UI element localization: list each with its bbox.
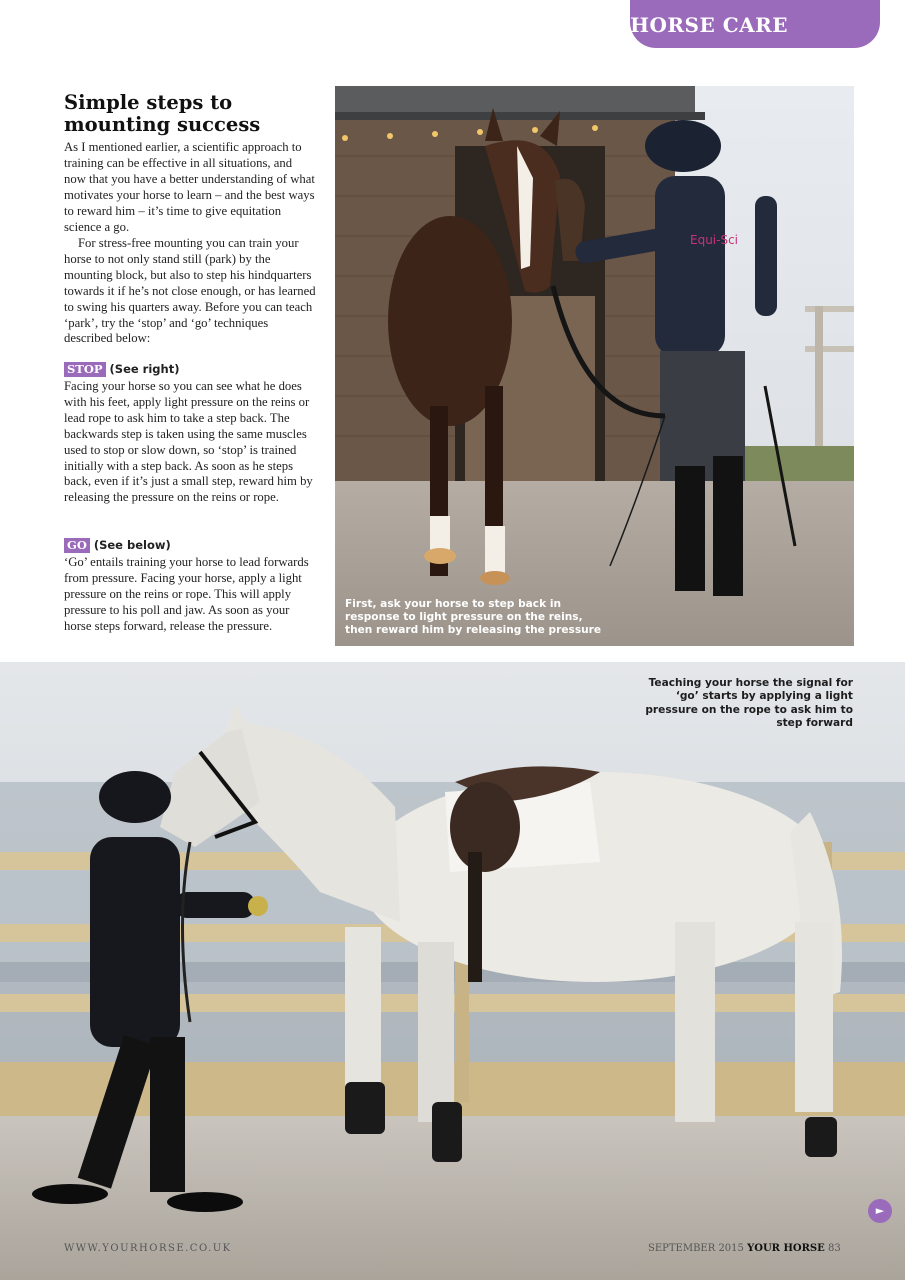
photo-stop-exercise: [335, 86, 854, 646]
footer-url[interactable]: WWW.YOURHORSE.CO.UK: [64, 1243, 232, 1254]
footer-magazine: YOUR HORSE: [747, 1243, 825, 1254]
footer-page-number: 83: [827, 1243, 841, 1254]
footer-folio: [648, 1243, 841, 1254]
caption-bottom-photo: Teaching your horse the signal for ‘go’ starts by applying a light pressure on the rope to ask him to step forward: [645, 677, 853, 730]
go-subheading: [64, 537, 171, 553]
footer-issue: SEPTEMBER 2015: [648, 1243, 744, 1254]
go-badge: GO: [64, 538, 90, 553]
arrow-right-icon[interactable]: ►: [868, 1199, 892, 1223]
section-tab-label: HORSE CARE: [630, 13, 788, 37]
stop-paragraph: Facing your horse so you can see what he does with his feet, apply light pressure on the reins or lead rope to ask him to take a step back. The backwards step is taken using the same muscles used to stop or slow down, so ‘stop’ is trained initially with a step back. As soon as he steps back, even if it’s just a small step, reward him by releasing the pressure on the reins or rope.: [64, 379, 313, 505]
stop-badge: STOP: [64, 362, 106, 377]
caption-top-photo: First, ask your horse to step back in response to light pressure on the reins, then reward him by releasing the pressure: [345, 598, 602, 636]
intro-paragraph-1: As I mentioned earlier, a scientific approach to training can be effective in all situations, and now that you have a better understanding of what motivates your horse to learn – and the best ways to reward him – it’s time to give equitation science a go.: [64, 140, 315, 234]
section-tab: [630, 0, 880, 48]
stop-subheading: [64, 361, 179, 377]
stable-scene: [335, 86, 854, 646]
intro-paragraph-2: For stress-free mounting you can train your horse to not only stand still (park) by the mounting block, but also to step his hindquarters towards it if he’s not close enough, or has learned to swing his quarters away. Before you can teach ‘park’, try the ‘stop’ and ‘go’ techniques described below:: [64, 236, 316, 346]
go-note: (See below): [93, 538, 171, 552]
go-paragraph: ‘Go’ entails training your horse to lead forwards from pressure. Facing your horse, apply a light pressure on the reins or rope. This will apply pressure to his poll and jaw. As soon as your horse steps forward, release the pressure.: [64, 555, 309, 633]
photo-go-exercise: [0, 662, 905, 1280]
article-heading: Simple steps to mounting success: [64, 91, 261, 136]
jacket-logo: Equi-Sci: [690, 233, 739, 247]
arena-scene: [0, 662, 905, 1280]
stop-note: (See right): [109, 362, 180, 376]
